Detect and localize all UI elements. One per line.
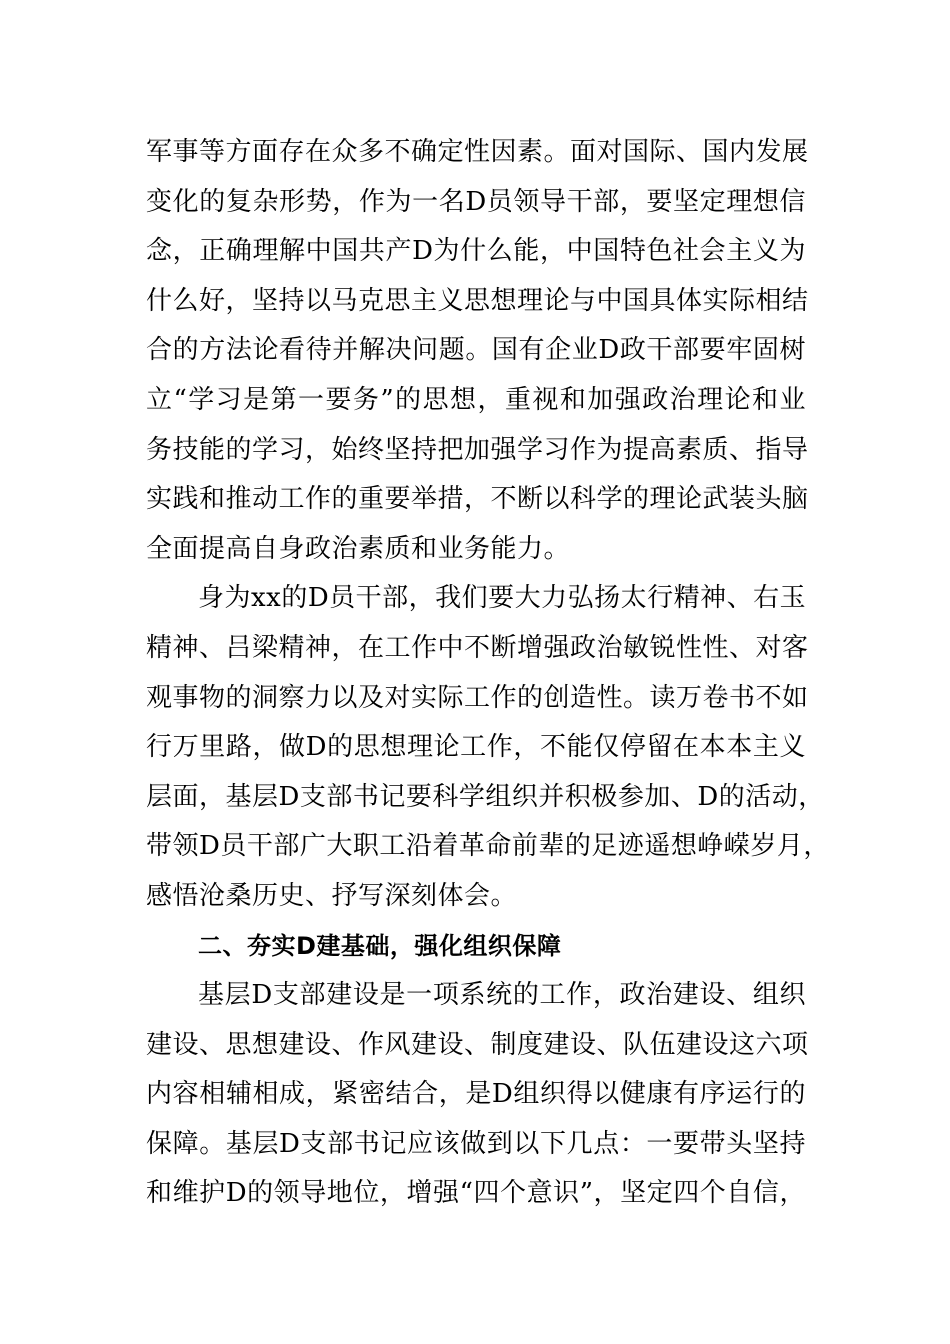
text-line: 务技能的学习，始终坚持把加强学习作为提高素质、指导 [146, 434, 809, 465]
text-line: 实践和推动工作的重要举措，不断以科学的理论武装头脑 [146, 484, 809, 515]
text-line: 合的方法论看待并解决问题。国有企业D政干部要牢固树 [146, 335, 806, 366]
text-line: 什么好，坚持以马克思主义思想理论与中国具体实际相结 [146, 285, 809, 316]
text-line: 和维护D的领导地位，增强“四个意识”，坚定四个自信， [146, 1178, 806, 1209]
text-line: 军事等方面存在众多不确定性因素。面对国际、国内发展 [146, 137, 809, 167]
text-line: 行万里路，做D的思想理论工作，不能仅停留在本本主义 [146, 732, 806, 763]
text-line: 精神、吕梁精神，在工作中不断增强政治敏锐性性、对客 [146, 632, 809, 663]
paragraph-first-line: 基层D支部建设是一项系统的工作，政治建设、组织 [198, 980, 806, 1011]
text-line: 内容相辅相成，紧密结合，是D组织得以健康有序运行的 [146, 1079, 806, 1110]
text-line: 感悟沧桑历史、抒写深刻体会。 [146, 880, 518, 911]
section-heading: 二、夯实D建基础，强化组织保障 [198, 931, 562, 960]
text-line: 变化的复杂形势，作为一名D员领导干部，要坚定理想信 [146, 186, 806, 217]
text-line: 层面，基层D支部书记要科学组织并积极参加、D的活动， [146, 781, 825, 812]
paragraph-first-line: 身为xx的D员干部，我们要大力弘扬太行精神、右玉 [198, 583, 807, 614]
text-line: 带领D员干部广大职工沿着革命前辈的足迹遥想峥嵘岁月， [146, 831, 830, 862]
text-line: 建设、思想建设、作风建设、制度建设、队伍建设这六项 [146, 1029, 809, 1060]
text-line: 念，正确理解中国共产D为什么能，中国特色社会主义为 [146, 236, 806, 267]
text-line: 保障。基层D支部书记应该做到以下几点：一要带头坚持 [146, 1128, 806, 1159]
text-line: 立“学习是第一要务”的思想，重视和加强政治理论和业 [146, 384, 806, 415]
text-line: 观事物的洞察力以及对实际工作的创造性。读万卷书不如 [146, 682, 809, 713]
document-body [146, 128, 830, 1219]
text-line: 全面提高自身政治素质和业务能力。 [146, 533, 571, 564]
